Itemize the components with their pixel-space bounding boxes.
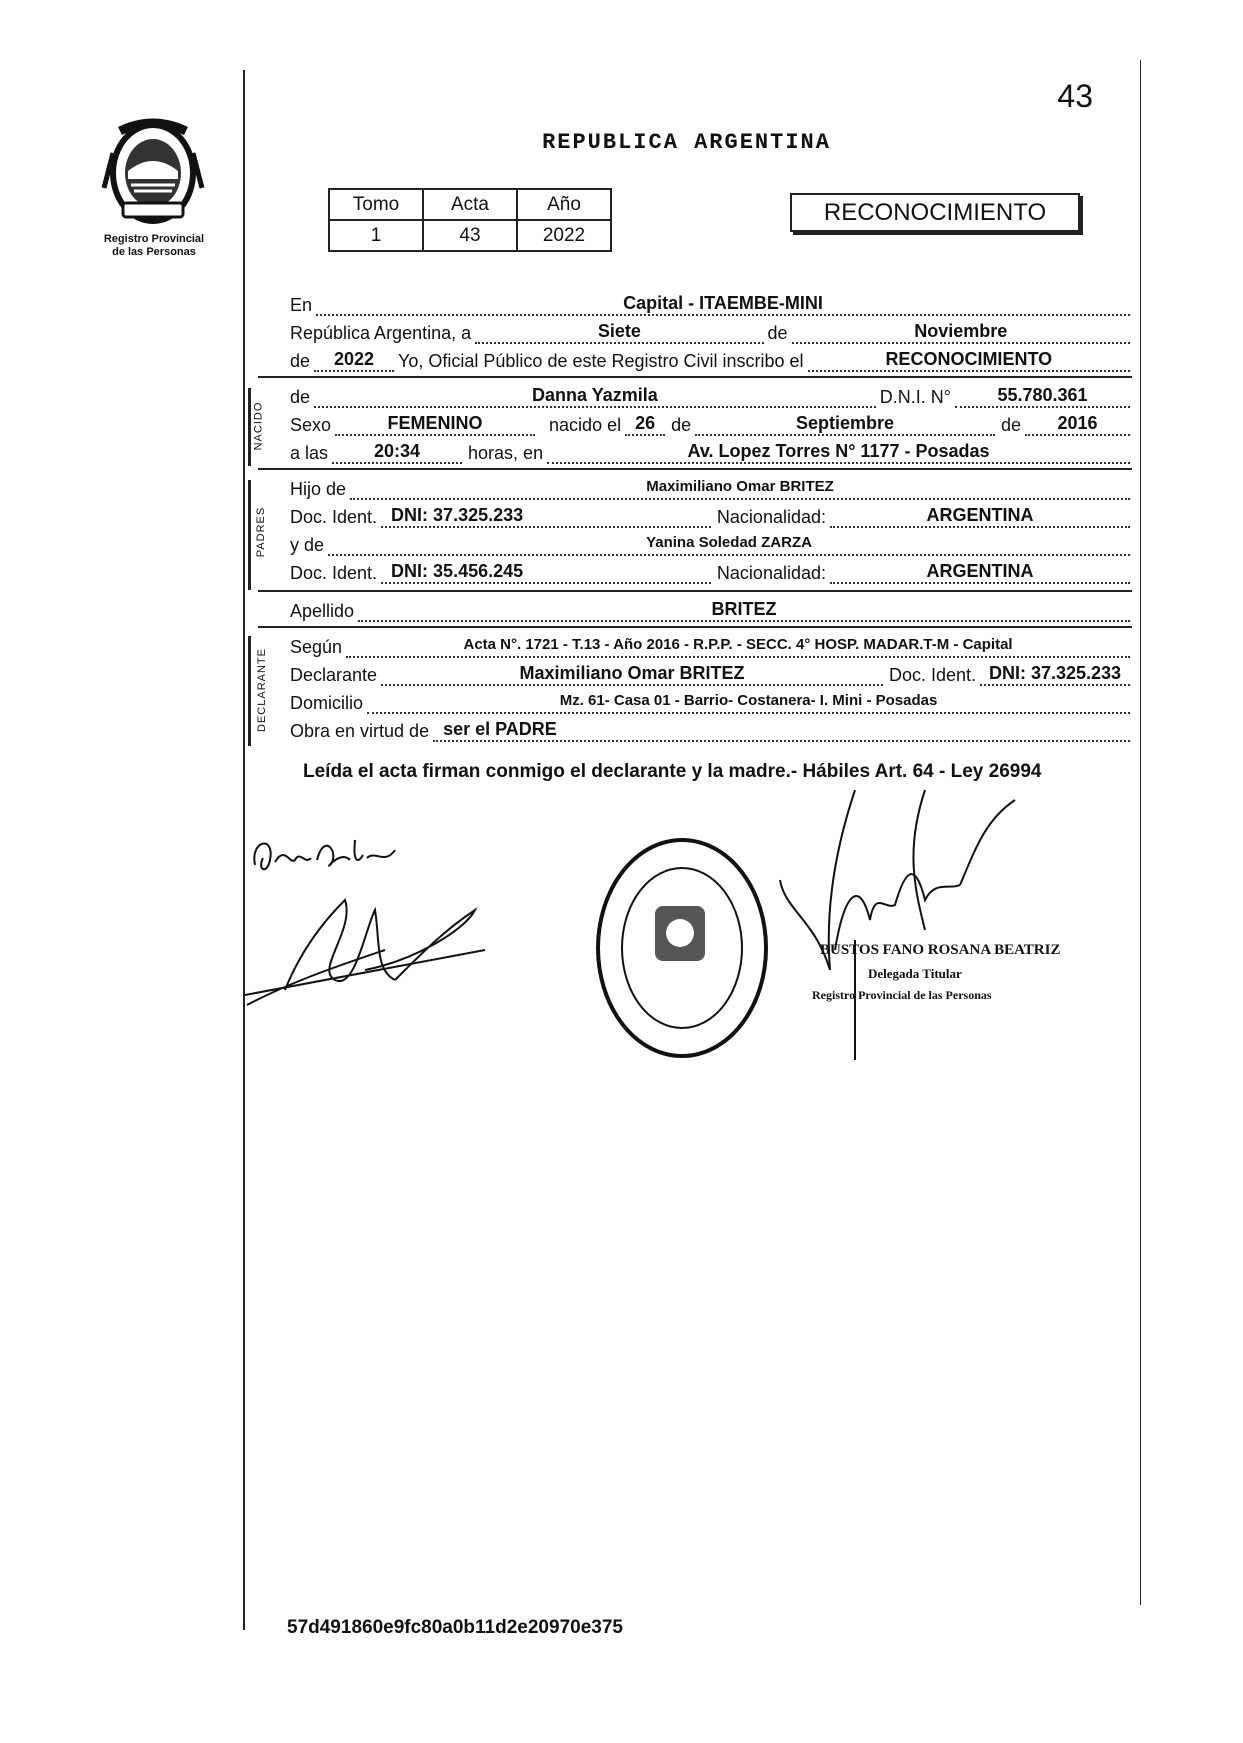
value-father-nationality: ARGENTINA bbox=[830, 504, 1130, 528]
value-nacido-nombre: Danna Yazmila bbox=[314, 384, 876, 408]
label-en: En bbox=[290, 295, 313, 315]
label-segun: Según bbox=[290, 637, 343, 657]
registry-caption-line1: Registro Provincial bbox=[103, 233, 205, 245]
row-declarante bbox=[290, 660, 1130, 686]
value-father-doc: DNI: 37.325.233 bbox=[381, 504, 711, 528]
label-sexo: Sexo bbox=[290, 415, 332, 435]
padres-bracket bbox=[248, 480, 251, 590]
label-doc-ident: Doc. Ident. bbox=[290, 563, 378, 583]
ref-value-tomo: 1 bbox=[329, 220, 423, 251]
label-hijo-de: Hijo de bbox=[290, 479, 347, 499]
label-nacido-el: nacido el bbox=[549, 415, 622, 435]
label-domicilio: Domicilio bbox=[290, 693, 364, 713]
document-title: REPUBLICA ARGENTINA bbox=[542, 130, 831, 155]
value-mother-name: Yanina Soledad ZARZA bbox=[328, 532, 1130, 556]
label-apellido: Apellido bbox=[290, 601, 355, 621]
ref-header-anio: Año bbox=[517, 189, 611, 220]
reference-table bbox=[328, 188, 612, 252]
registry-stamp bbox=[595, 836, 770, 1061]
label-de-nombre: de bbox=[290, 387, 311, 407]
row-fecha bbox=[290, 318, 1130, 344]
label-de-year2: de bbox=[1000, 415, 1021, 435]
document-hash: 57d491860e9fc80a0b11d2e20970e375 bbox=[287, 1617, 623, 1638]
label-de: de bbox=[767, 323, 788, 343]
value-place: Capital - ITAEMBE-MINI bbox=[316, 292, 1130, 316]
officer-organization: Registro Provincial de las Personas bbox=[812, 988, 992, 1002]
value-inscribo: RECONOCIMIENTO bbox=[808, 348, 1130, 372]
row-hijo-de bbox=[290, 474, 1130, 500]
closing-statement: Leída el acta firman conmigo el declarante y la madre.- Hábiles Art. 64 - Ley 26994 bbox=[303, 761, 1042, 782]
label-de-year: de bbox=[290, 351, 311, 371]
registry-caption bbox=[88, 233, 220, 259]
officer-name: BUSTOS FANO ROSANA BEATRIZ bbox=[820, 942, 1061, 958]
label-y-de: y de bbox=[290, 535, 325, 555]
row-obra bbox=[290, 716, 1130, 742]
value-mother-nationality: ARGENTINA bbox=[830, 560, 1130, 584]
label-republica: República Argentina, a bbox=[290, 323, 472, 343]
row-segun bbox=[290, 632, 1130, 658]
label-doc-ident: Doc. Ident. bbox=[888, 665, 976, 685]
right-margin-line bbox=[1140, 60, 1141, 1605]
row-en bbox=[290, 290, 1130, 316]
label-doc-ident: Doc. Ident. bbox=[290, 507, 378, 527]
label-de-month: de bbox=[671, 415, 692, 435]
value-birth-day: 26 bbox=[625, 412, 665, 436]
value-declarante-doc: DNI: 37.325.233 bbox=[980, 662, 1130, 686]
label-declarante: Declarante bbox=[290, 665, 378, 685]
section-label-declarante: DECLARANTE bbox=[255, 648, 268, 732]
row-nacido-nombre bbox=[290, 382, 1130, 408]
ref-value-acta: 43 bbox=[423, 220, 517, 251]
value-obra: ser el PADRE bbox=[433, 718, 1130, 742]
value-day: Siete bbox=[475, 320, 763, 344]
section-divider bbox=[258, 590, 1132, 592]
officer-signature bbox=[775, 770, 1075, 1070]
nacido-bracket bbox=[248, 388, 251, 466]
value-month: Noviembre bbox=[792, 320, 1130, 344]
value-dni: 55.780.361 bbox=[955, 384, 1130, 408]
value-apellido: BRITEZ bbox=[358, 598, 1130, 622]
officer-role: Delegada Titular bbox=[868, 966, 962, 981]
row-domicilio bbox=[290, 688, 1130, 714]
label-nacionalidad: Nacionalidad: bbox=[716, 507, 826, 527]
declarante-bracket bbox=[248, 636, 251, 746]
page-number: 43 bbox=[1057, 78, 1093, 114]
value-declarante: Maximiliano Omar BRITEZ bbox=[381, 662, 883, 686]
section-divider bbox=[258, 626, 1132, 628]
row-apellido bbox=[290, 596, 1130, 622]
value-father-name: Maximiliano Omar BRITEZ bbox=[350, 476, 1130, 500]
ref-header-acta: Acta bbox=[423, 189, 517, 220]
row-inscribo bbox=[290, 346, 1130, 372]
value-segun: Acta N°. 1721 - T.13 - Año 2016 - R.P.P. - SECC. 4° HOSP. MADAR.T-M - Capital bbox=[346, 634, 1130, 658]
ref-header-tomo: Tomo bbox=[329, 189, 423, 220]
value-sexo: FEMENINO bbox=[335, 412, 535, 436]
label-inscribo: Yo, Oficial Público de este Registro Civil inscribo el bbox=[398, 351, 804, 371]
label-obra: Obra en virtud de bbox=[290, 721, 430, 741]
row-nacido-hora bbox=[290, 438, 1130, 464]
label-dni: D.N.I. N° bbox=[879, 387, 951, 407]
value-domicilio: Mz. 61- Casa 01 - Barrio- Costanera- I. Mini - Posadas bbox=[367, 690, 1130, 714]
value-birth-month: Septiembre bbox=[695, 412, 995, 436]
label-horas-en: horas, en bbox=[468, 443, 544, 463]
row-nacido-sexo bbox=[290, 410, 1130, 436]
section-label-padres: PADRES bbox=[255, 506, 268, 558]
row-y-de bbox=[290, 530, 1130, 556]
value-mother-doc: DNI: 35.456.245 bbox=[381, 560, 711, 584]
value-year: 2022 bbox=[314, 348, 394, 372]
registry-caption-line2: de las Personas bbox=[112, 246, 196, 258]
row-mother-doc bbox=[290, 558, 1130, 584]
section-divider bbox=[258, 468, 1132, 470]
section-label-nacido: NACIDO bbox=[252, 401, 265, 451]
value-time: 20:34 bbox=[332, 440, 462, 464]
ref-value-anio: 2022 bbox=[517, 220, 611, 251]
row-father-doc bbox=[290, 502, 1130, 528]
declarant-signatures bbox=[245, 820, 505, 1020]
section-divider bbox=[258, 376, 1132, 378]
value-birth-place: Av. Lopez Torres N° 1177 - Posadas bbox=[547, 440, 1130, 464]
label-a-las: a las bbox=[290, 443, 329, 463]
act-type-box: RECONOCIMIENTO bbox=[790, 193, 1080, 232]
value-birth-year: 2016 bbox=[1025, 412, 1130, 436]
label-nacionalidad: Nacionalidad: bbox=[716, 563, 826, 583]
